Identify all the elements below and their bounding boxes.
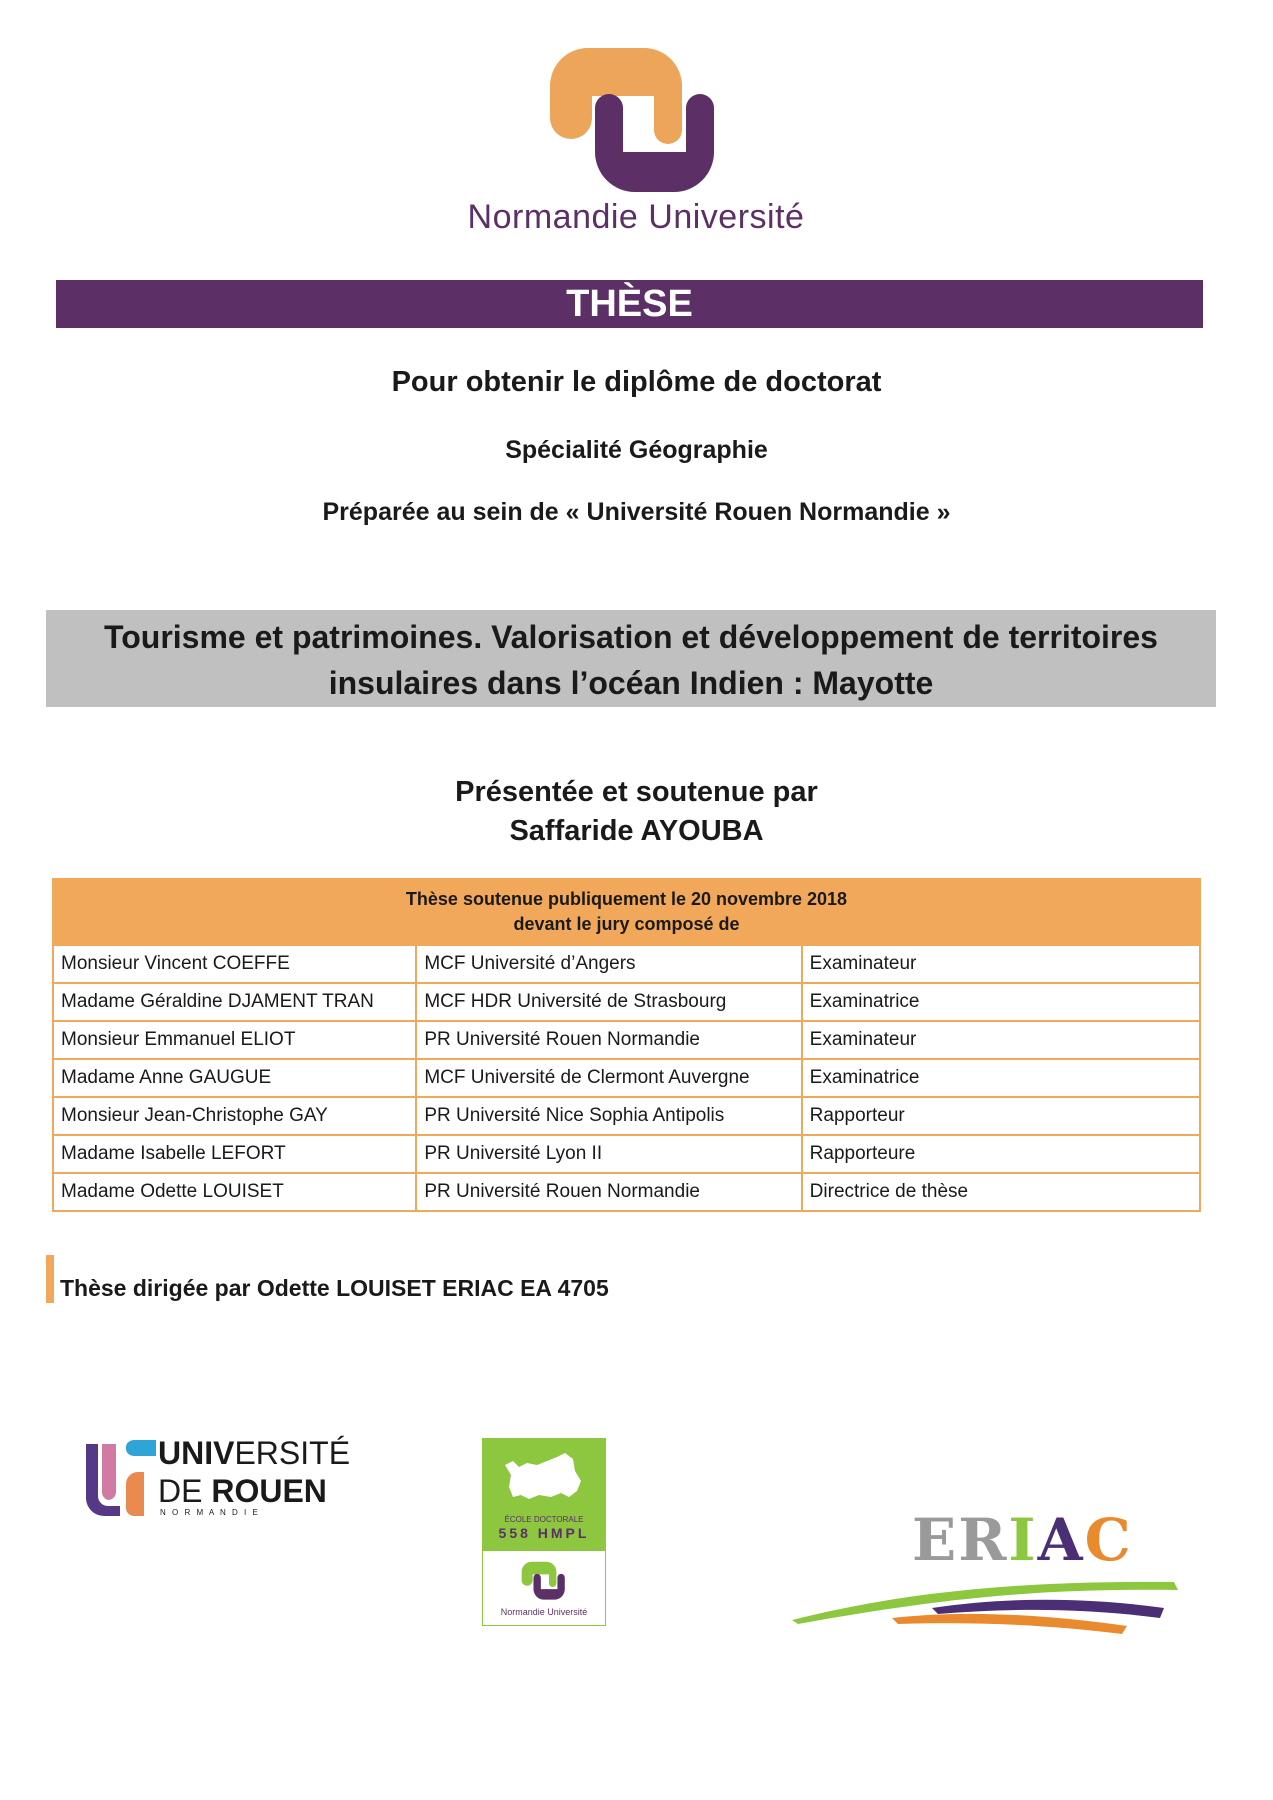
rouen-rouen-bold: ROUEN (211, 1473, 327, 1509)
jury-member-affiliation: PR Université Nice Sophia Antipolis (416, 1097, 801, 1135)
ed-558-hmpl-text: 558 HMPL (498, 1525, 590, 1541)
jury-table (52, 878, 1201, 1212)
normandie-universite-wordmark: Normandie Université (467, 198, 805, 236)
jury-member-name: Madame Odette LOUISET (53, 1173, 416, 1211)
directed-by-text: Thèse dirigée par Odette LOUISET ERIAC EA 4705 (60, 1275, 609, 1301)
jury-header-row (53, 879, 1200, 945)
defense-date-text: Thèse soutenue publiquement le 20 novembre 2018 (405, 889, 848, 909)
ed-nu-mark-icon (519, 1559, 569, 1603)
normandie-universite-logo-icon (540, 46, 730, 196)
presented-by-label: Présentée et soutenue par (455, 776, 818, 808)
eriac-letter-e: E (912, 1506, 959, 1574)
jury-member-role: Examinatrice (802, 1059, 1200, 1097)
table-row (53, 1097, 1200, 1135)
rouen-de-light: DE (158, 1473, 212, 1509)
jury-member-affiliation: MCF Université de Clermont Auvergne (416, 1059, 801, 1097)
thesis-title-box (46, 610, 1216, 707)
universite-rouen-logo (86, 1435, 351, 1520)
jury-member-name: Madame Isabelle LEFORT (53, 1135, 416, 1173)
jury-member-name: Madame Anne GAUGUE (53, 1059, 416, 1097)
table-row (53, 1021, 1200, 1059)
rouen-logo-line-2 (158, 1474, 327, 1508)
jury-member-role: Rapporteure (802, 1135, 1200, 1173)
eriac-wordmark (912, 1506, 1133, 1574)
eriac-logo (782, 1506, 1182, 1635)
rouen-logo-line-1 (158, 1436, 350, 1470)
normandy-map-icon (503, 1451, 583, 1503)
jury-member-name: Madame Géraldine DJAMENT TRAN (53, 983, 416, 1021)
eriac-swoosh-icon (782, 1570, 1182, 1635)
jury-member-role: Directrice de thèse (802, 1173, 1200, 1211)
speciality-line: Spécialité Géographie (505, 436, 768, 464)
table-row (53, 1135, 1200, 1173)
rouen-u-mark-icon (86, 1440, 158, 1516)
jury-member-affiliation: MCF HDR Université de Strasbourg (416, 983, 801, 1021)
prepared-at-line: Préparée au sein de « Université Rouen Normandie » (322, 498, 951, 526)
jury-member-role: Examinateur (802, 945, 1200, 983)
directed-accent-bar (46, 1255, 54, 1303)
rouen-ersite-light: ERSITÉ (234, 1435, 351, 1471)
ecole-doctorale-logo (482, 1438, 606, 1626)
jury-member-affiliation: PR Université Lyon II (416, 1135, 801, 1173)
diploma-line: Pour obtenir le diplôme de doctorat (391, 366, 882, 398)
thesis-title-line-2: insulaires dans l’océan Indien : Mayotte (328, 665, 934, 701)
eriac-letter-r: R (958, 1506, 1009, 1574)
ed-normandie-universite-text: Normandie Université (500, 1607, 588, 1617)
eriac-letter-c: C (1084, 1506, 1133, 1574)
jury-member-affiliation: PR Université Rouen Normandie (416, 1021, 801, 1059)
eriac-letter-i: I (1008, 1506, 1038, 1574)
jury-composed-text: devant le jury composé de (513, 914, 740, 934)
rouen-univ-bold: UNIV (158, 1435, 235, 1471)
jury-member-name: Monsieur Jean-Christophe GAY (53, 1097, 416, 1135)
jury-member-affiliation: PR Université Rouen Normandie (416, 1173, 801, 1211)
author-name: Saffaride AYOUBA (509, 815, 764, 847)
jury-member-name: Monsieur Vincent COEFFE (53, 945, 416, 983)
these-banner: THÈSE (56, 280, 1203, 328)
table-row (53, 1059, 1200, 1097)
jury-member-role: Examinateur (802, 1021, 1200, 1059)
ed-green-panel (483, 1439, 605, 1551)
jury-member-role: Rapporteur (802, 1097, 1200, 1135)
jury-member-affiliation: MCF Université d’Angers (416, 945, 801, 983)
thesis-title-line-1: Tourisme et patrimoines. Valorisation et développement de territoires (104, 619, 1158, 655)
jury-header-cell (53, 879, 1200, 945)
table-row (53, 983, 1200, 1021)
table-row (53, 945, 1200, 983)
jury-member-name: Monsieur Emmanuel ELIOT (53, 1021, 416, 1059)
rouen-normandie-text: N O R M A N D I E (160, 1508, 260, 1517)
table-row (53, 1173, 1200, 1211)
jury-member-role: Examinatrice (802, 983, 1200, 1021)
ed-ecole-doctorale-text: ÉCOLE DOCTORALE (504, 1515, 584, 1524)
eriac-letter-a: A (1037, 1506, 1085, 1574)
